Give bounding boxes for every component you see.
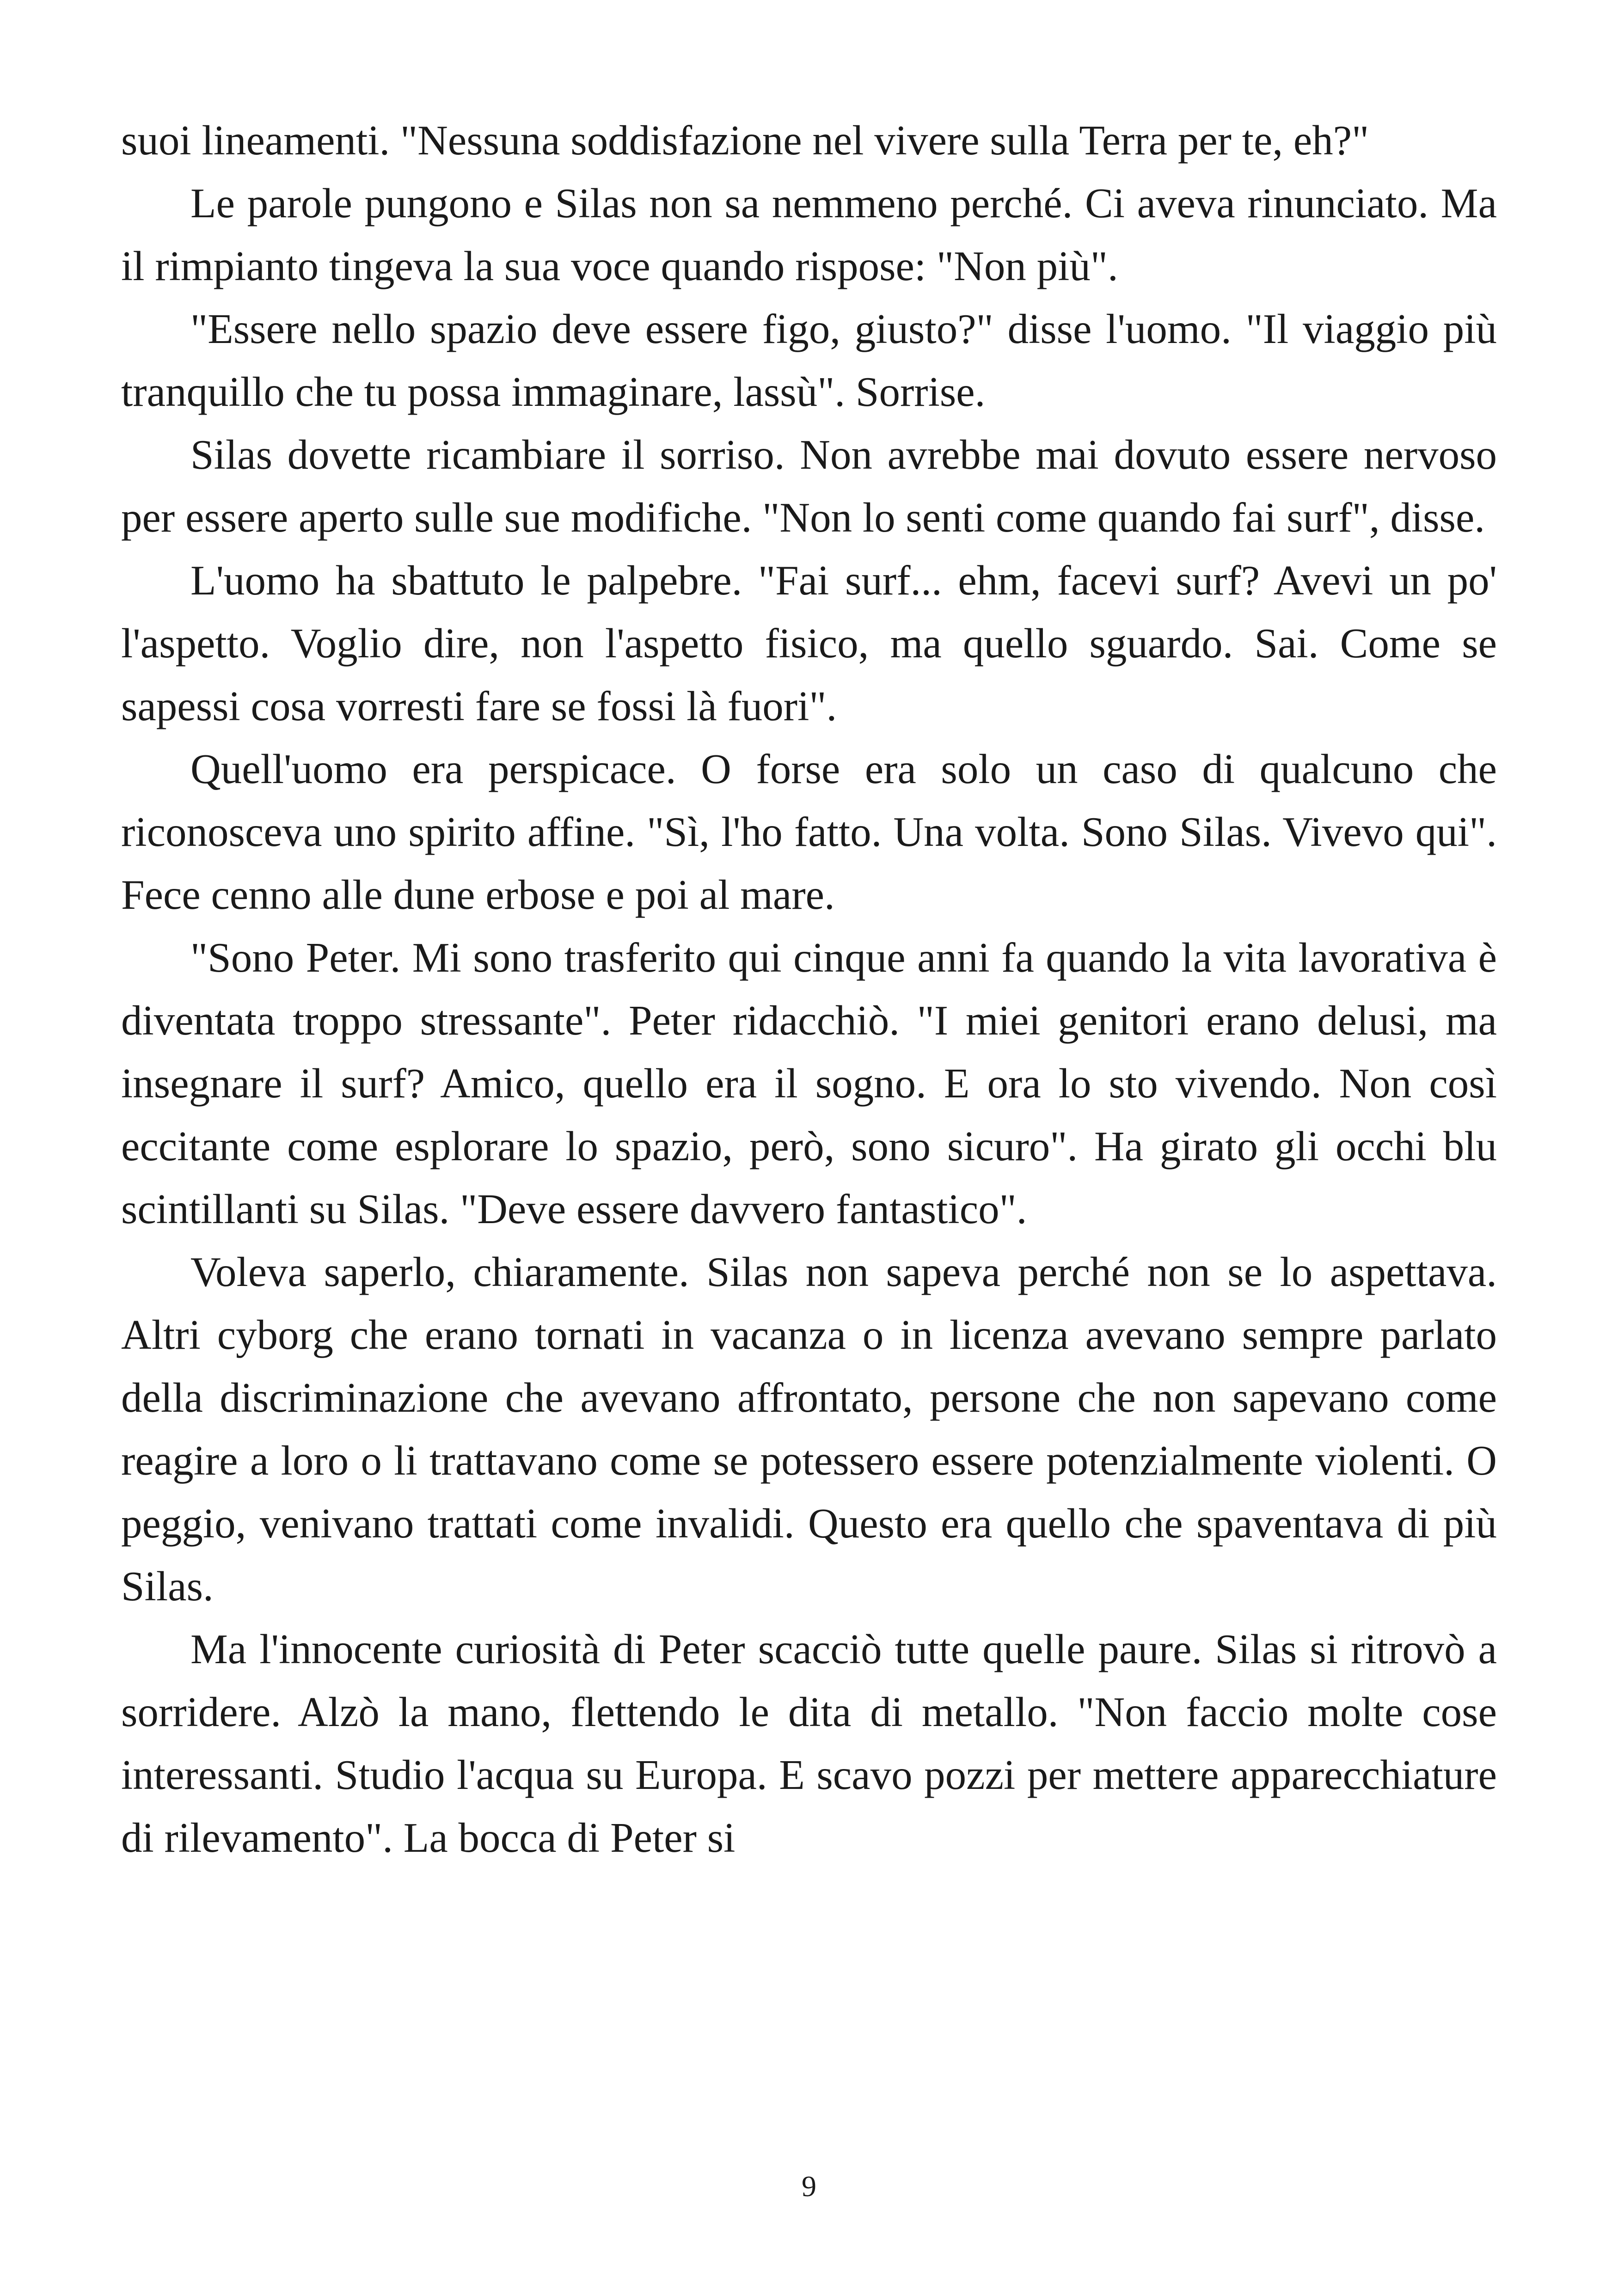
paragraph: Ma l'innocente curiosità di Peter scacciò tutte quelle paure. Silas si ritrovò a sorridere. Alzò la mano, flettendo le dita di metallo. "Non faccio molte cose interessanti. Studio l'acqua su Europa. E scavo pozzi per mettere apparecchiature di rilevamento". La bocca di Peter si <box>121 1626 1497 1861</box>
paragraph-continuation: suoi lineamenti. "Nessuna soddisfazione nel vivere sulla Terra per te, eh?" <box>121 117 1369 164</box>
body-text <box>121 109 1497 1869</box>
page-number: 9 <box>802 2170 816 2203</box>
paragraph: Quell'uomo era perspicace. O forse era solo un caso di qualcuno che riconosceva uno spirito affine. "Sì, l'ho fatto. Una volta. Sono Silas. Vivevo qui". Fece cenno alle dune erbose e poi al mare. <box>121 746 1497 918</box>
paragraph: "Essere nello spazio deve essere figo, giusto?" disse l'uomo. "Il viaggio più tranquillo che tu possa immaginare, lassù". Sorrise. <box>121 306 1497 415</box>
paragraph: Le parole pungono e Silas non sa nemmeno perché. Ci aveva rinunciato. Ma il rimpianto tingeva la sua voce quando rispose: "Non più". <box>121 180 1497 289</box>
paragraph: Silas dovette ricambiare il sorriso. Non avrebbe mai dovuto essere nervoso per essere aperto sulle sue modifiche. "Non lo senti come quando fai surf", disse. <box>121 431 1497 541</box>
paragraph: L'uomo ha sbattuto le palpebre. "Fai surf... ehm, facevi surf? Avevi un po' l'aspetto. Voglio dire, non l'aspetto fisico, ma quello sguardo. Sai. Come se sapessi cosa vorresti fare se fossi là fuori". <box>121 557 1497 729</box>
paragraph: "Sono Peter. Mi sono trasferito qui cinque anni fa quando la vita lavorativa è diventata troppo stressante". Peter ridacchiò. "I miei genitori erano delusi, ma insegnare il surf? Amico, quello era il sogno. E ora lo sto vivendo. Non così eccitante come esplorare lo spazio, però, sono sicuro". Ha girato gli occhi blu scintillanti su Silas. "Deve essere davvero fantastico". <box>121 934 1497 1232</box>
paragraph: Voleva saperlo, chiaramente. Silas non sapeva perché non se lo aspettava. Altri cyborg che erano tornati in vacanza o in licenza avevano sempre parlato della discriminazione che avevano affrontato, persone che non sapevano come reagire a loro o li trattavano come se potessero essere potenzialmente violenti. O peggio, venivano trattati come invalidi. Questo era quello che spaventava di più Silas. <box>121 1249 1497 1610</box>
